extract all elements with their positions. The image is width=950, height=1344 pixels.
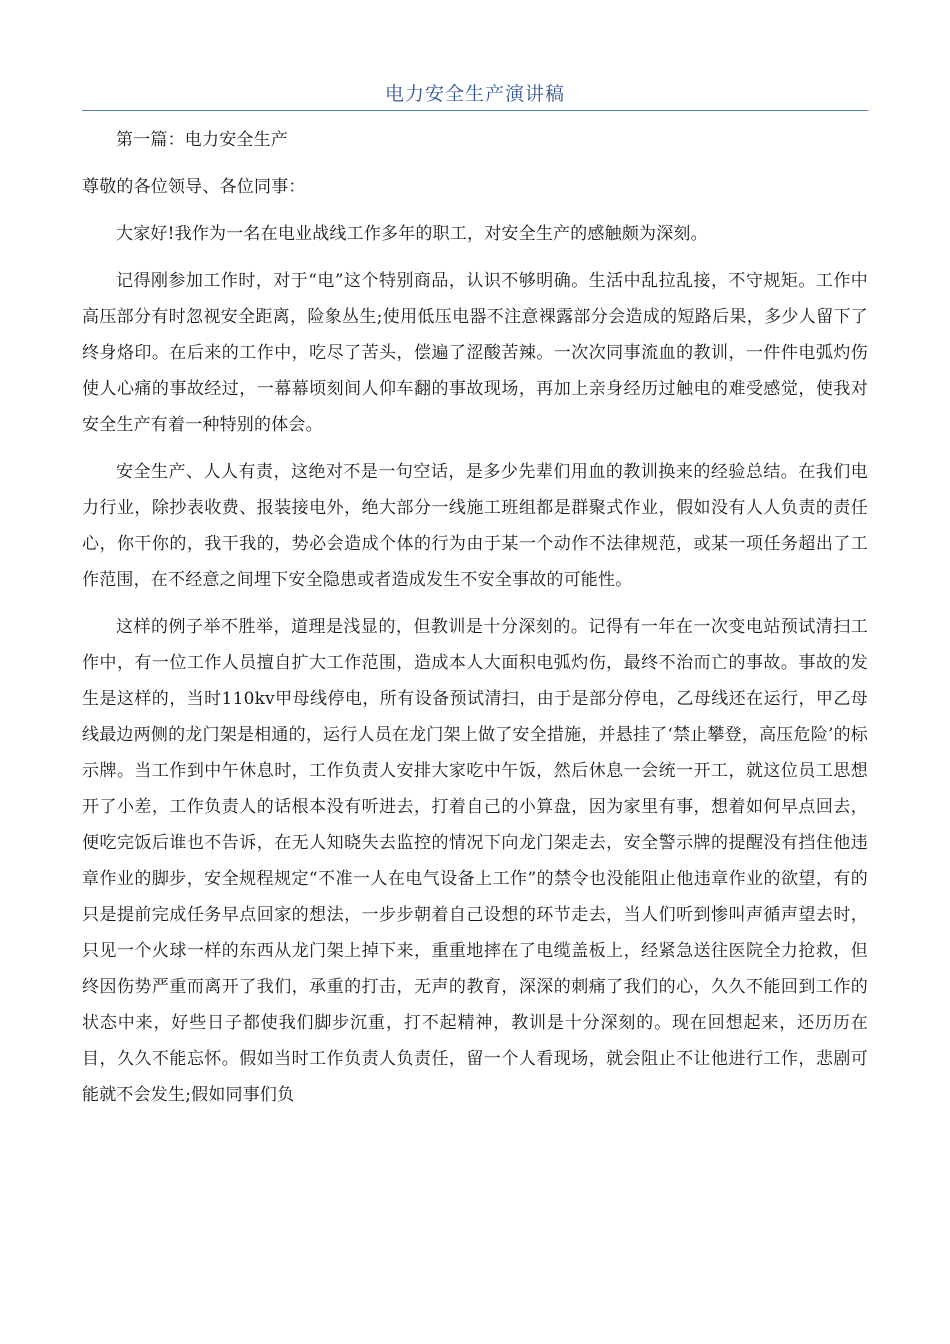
- paragraph-early-career: 记得刚参加工作时，对于“电”这个特别商品，认识不够明确。生活中乱拉乱接，不守规矩。工作中高压部分有时忽视安全距离，险象丛生;使用低压电器不注意裸露部分会造成的短路后果，多少人留下了终身烙印。在后来的工作中，吃尽了苦头，偿遍了涩酸苦辣。一次次同事流血的教训，一件件电弧灼伤使人心痛的事故经过，一幕幕顷刻间人仰车翻的事故现场，再加上亲身经历过触电的难受感觉，使我对安全生产有着一种特别的体会。: [82, 271, 868, 435]
- document-body: [82, 122, 868, 1113]
- section-title: 第一篇：电力安全生产: [116, 130, 288, 150]
- paragraph-responsibility: 安全生产、人人有责，这绝对不是一句空话，是多少先辈们用血的教训换来的经验总结。在我们电力行业，除抄表收费、报装接电外，绝大部分一线施工班组都是群聚式作业，假如没有人人负责的责任心，你干你的，我干我的，势必会造成个体的行为由于某一个动作不法律规范，或某一项任务超出了工作范围，在不经意之间埋下安全隐患或者造成发生不安全事故的可能性。: [82, 462, 868, 590]
- page-header: [82, 80, 868, 111]
- salutation: 尊敬的各位领导、各位同事：: [82, 177, 306, 197]
- paragraph-accident-example: 这样的例子举不胜举，道理是浅显的，但教训是十分深刻的。记得有一年在一次变电站预试清扫工作中，有一位工作人员擅自扩大工作范围，造成本人大面积电弧灼伤，最终不治而亡的事故。事故的发生是这样的，当时110kv甲母线停电，所有设备预试清扫，由于是部分停电，乙母线还在运行，甲乙母线最边两侧的龙门架是相通的，运行人员在龙门架上做了安全措施，并悬挂了‘禁止攀登，高压危险’的标示牌。当工作到中午休息时，工作负责人安排大家吃中午饭，然后休息一会统一开工，就这位员工思想开了小差，工作负责人的话根本没有听进去，打着自己的小算盘，因为家里有事，想着如何早点回去，便吃完饭后谁也不告诉，在无人知晓失去监控的情况下向龙门架走去，安全警示牌的提醒没有挡住他违章作业的脚步，安全规程规定“不准一人在电气设备上工作”的禁令也没能阻止他违章作业的欲望，有的只是提前完成任务早点回家的想法，一步步朝着自己设想的环节走去，当人们听到惨叫声循声望去时，只见一个火球一样的东西从龙门架上掉下来，重重地摔在了电缆盖板上，经紧急送往医院全力抢救，但终因伤势严重而离开了我们，承重的打击，无声的教育，深深的刺痛了我们的心，久久不能回到工作的状态中来，好些日子都使我们脚步沉重，打不起精神，教训是十分深刻的。现在回想起来，还历历在目，久久不能忘怀。假如当时工作负责人负责任，留一个人看现场，就会阻止不让他进行工作，悲剧可能就不会发生;假如同事们负: [82, 617, 868, 1105]
- document-title: 电力安全生产演讲稿: [384, 83, 565, 105]
- paragraph-greeting: 大家好!我作为一名在电业战线工作多年的职工，对安全生产的感触颇为深刻。: [116, 224, 708, 244]
